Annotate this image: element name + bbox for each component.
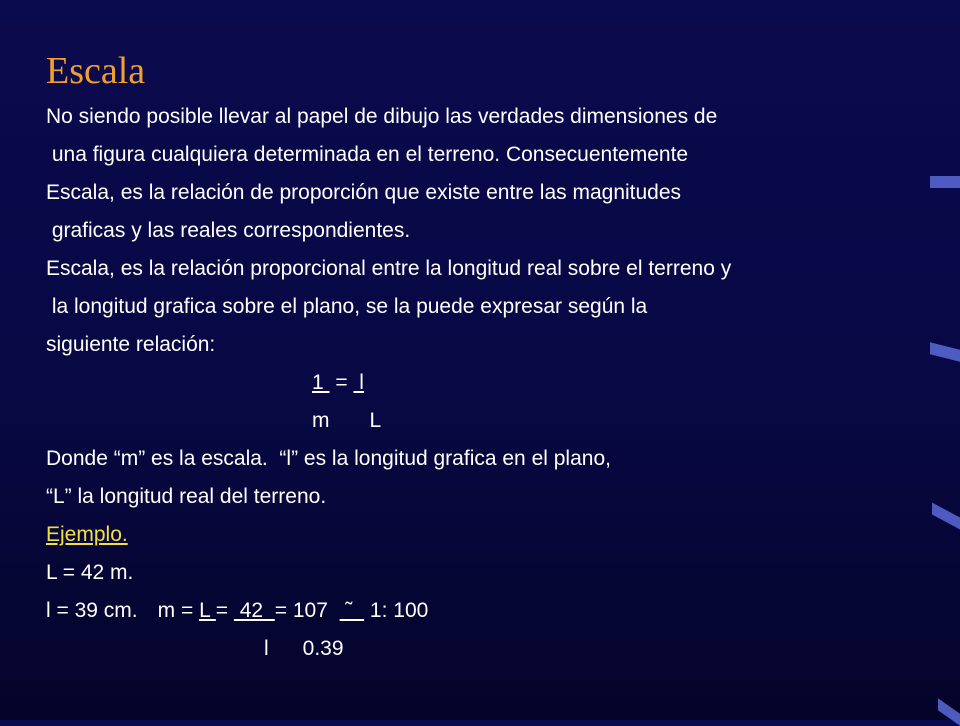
formula-den-m: m (312, 409, 330, 432)
example-num42: 42 (233, 599, 275, 622)
decorative-bar (930, 176, 960, 188)
example-L: L = 42 m. (46, 561, 134, 584)
example-eq1: = (215, 599, 234, 622)
formula-den-L: L (369, 409, 382, 432)
example-l-value: l = 39 cm. (46, 599, 138, 622)
decorative-bar (938, 698, 960, 725)
decorative-bar (930, 342, 960, 361)
decorative-bar (932, 503, 960, 530)
example-approx: ˜ (339, 599, 365, 622)
example-eq2: = 107 (274, 599, 340, 622)
text-line: “L” la longitud real del terreno. (46, 485, 327, 508)
example-m-eq: m = (157, 599, 200, 622)
example-calc (46, 598, 428, 624)
example-den-039: 0.39 (302, 637, 344, 660)
example-link[interactable]: Ejemplo. (46, 523, 128, 546)
text-line: siguiente relación: (46, 333, 216, 356)
formula-numerator (312, 370, 364, 396)
text-line: la longitud grafica sobre el plano, se la puede expresar según la (46, 295, 648, 318)
formula-num-l: l (353, 371, 364, 394)
text-line: una figura cualquiera determinada en el terreno. Consecuentemente (46, 143, 689, 166)
text-line: Escala, es la relación proporcional entre la longitud real sobre el terreno y (46, 257, 732, 280)
text-line: No siendo posible llevar al papel de dibujo las verdades dimensiones de (46, 105, 718, 128)
example-den-l: l (264, 637, 269, 660)
formula-num-1: 1 (312, 371, 330, 394)
text-line: Escala, es la relación de proporción que existe entre las magnitudes (46, 181, 682, 204)
example-result: 1: 100 (364, 599, 429, 622)
slide-title: Escala (46, 50, 146, 92)
formula-equals: = (335, 371, 348, 394)
example-L-sym: L (199, 599, 216, 622)
example-denominator (264, 636, 344, 662)
formula-denominator (312, 408, 381, 434)
text-line: Donde “m” es la escala. “l” es la longitud grafica en el plano, (46, 447, 611, 470)
text-line: graficas y las reales correspondientes. (46, 219, 411, 242)
